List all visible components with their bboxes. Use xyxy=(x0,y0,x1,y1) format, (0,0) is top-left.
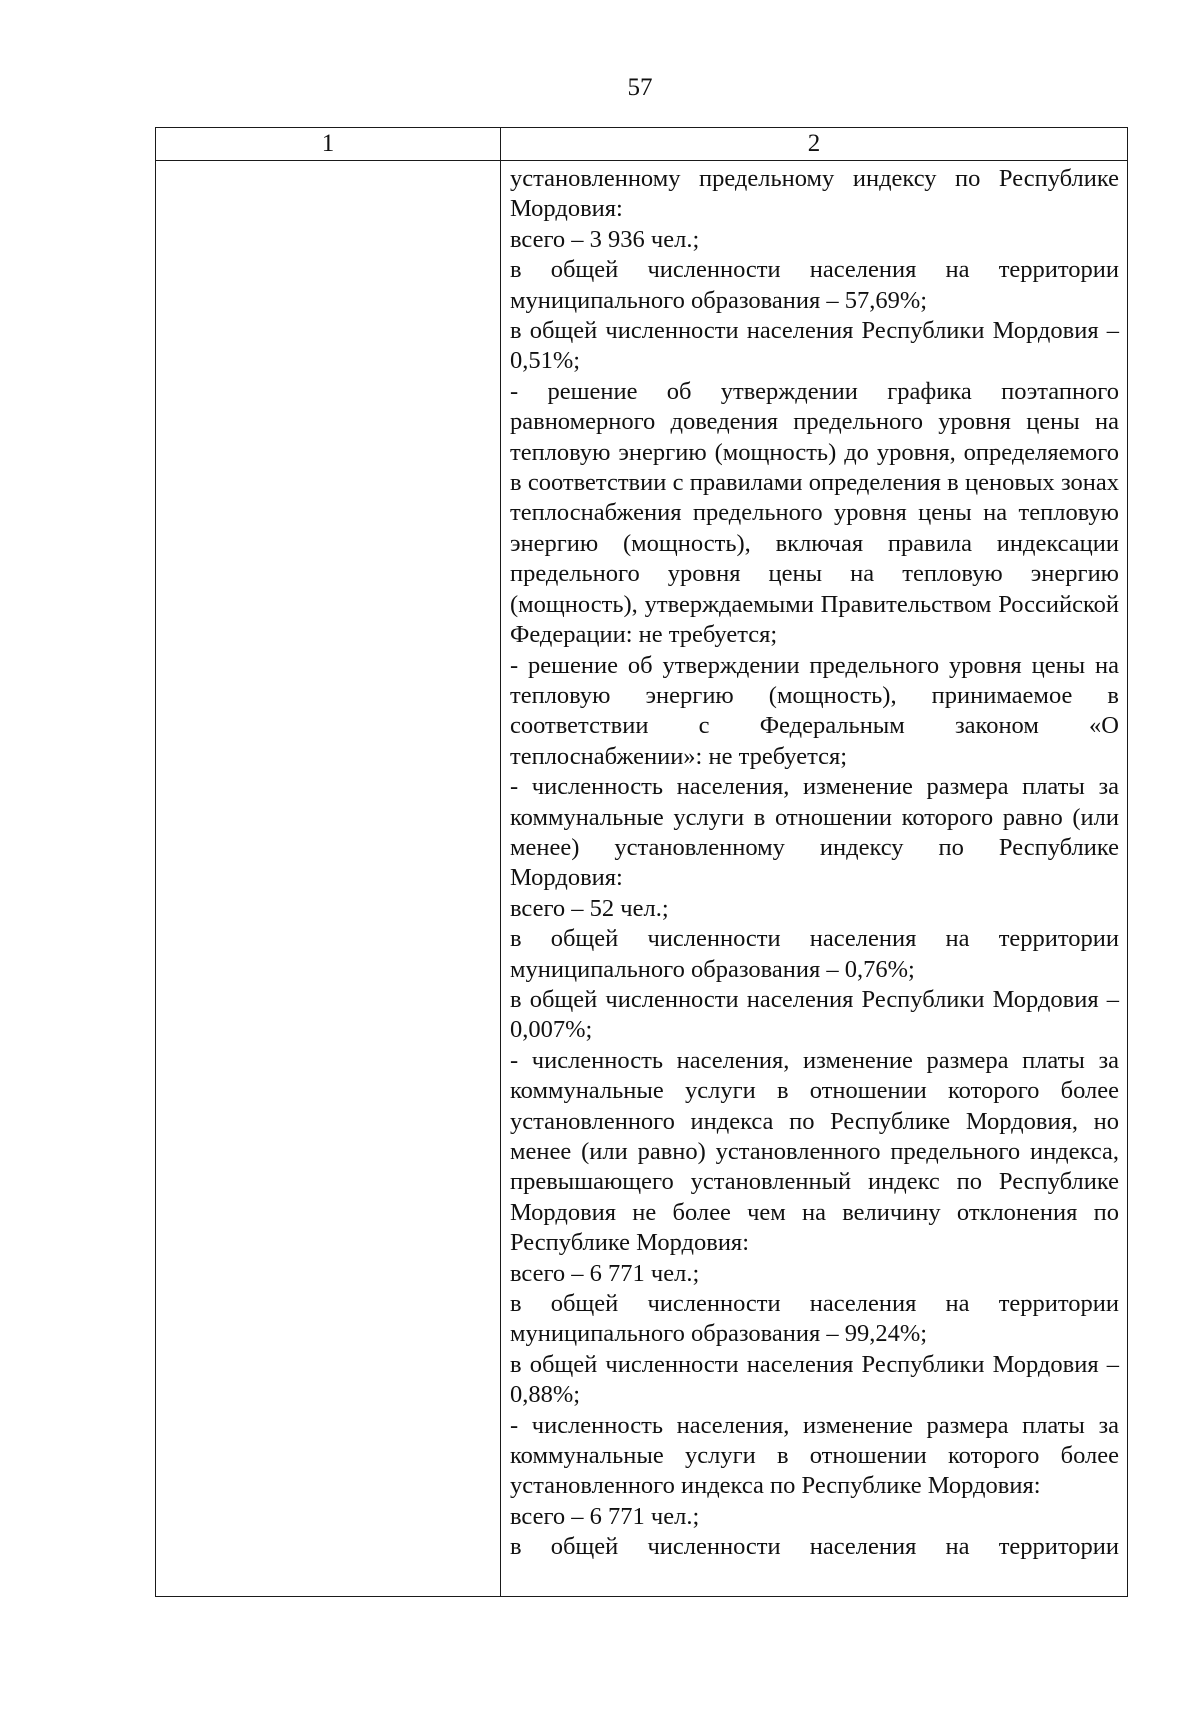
table-row xyxy=(156,161,1128,1597)
paragraph: - численность населения, изменение размера платы за коммунальные услуги в отношении которого более установленного индекса по Республике Мордовия, но менее (или равно) установленного предельного индекса, превышающего установленный индекс по Республике Мордовия не более чем на величину отклонения по Республике Мордовия: xyxy=(510,1046,1119,1257)
page-number: 57 xyxy=(627,74,653,101)
table-header-row xyxy=(156,128,1128,161)
column-header-1: 1 xyxy=(156,128,501,161)
cell-content xyxy=(501,161,1127,1563)
paragraph: - решение об утверждении графика поэтапного равномерного доведения предельного уровня цены на тепловую энергию (мощность) до уровня, определяемого в соответствии с правилами определения в ценовых зонах теплоснабжения предельного уровня цены на тепловую энергию (мощность), включая правила индексации предельного уровня цены на тепловую энергию (мощность), утверждаемыми Правительством Российской Федерации: не требуется; xyxy=(510,377,1119,649)
paragraph: в общей численности населения на территории муниципального образования – 57,69%; xyxy=(510,256,1119,314)
paragraph: в общей численности населения Республики Мордовия – 0,88%; xyxy=(510,1350,1119,1409)
document-table xyxy=(155,127,1128,1597)
paragraph: в общей численности населения на территории муниципального образования – 99,24%; xyxy=(510,1290,1119,1348)
paragraph: в общей численности населения Республики Мордовия – 0,51%; xyxy=(510,317,1119,375)
paragraph: в общей численности населения на территории муниципального образования – 0,76%; xyxy=(510,925,1119,983)
paragraph: - численность населения, изменение размера платы за коммунальные услуги в отношении которого равно (или менее) установленному индексу по Республике Мордовия: xyxy=(510,773,1119,892)
paragraph: всего – 6 771 чел.; xyxy=(510,1259,700,1287)
paragraph: всего – 6 771 чел.; xyxy=(510,1502,700,1530)
paragraph: в общей численности населения Республики Мордовия – 0,007%; xyxy=(510,985,1119,1044)
paragraph: - решение об утверждении предельного уровня цены на тепловую энергию (мощность), принимаемое в соответствии с Федеральным законом «О теплоснабжении»: не требуется; xyxy=(510,651,1119,770)
paragraph: в общей численности населения на территории xyxy=(510,1533,1119,1561)
table-cell-col1 xyxy=(156,161,501,1597)
paragraph: - численность населения, изменение размера платы за коммунальные услуги в отношении которого более установленного индекса по Республике Мордовия: xyxy=(510,1411,1119,1500)
table-cell-col2 xyxy=(501,161,1128,1597)
paragraph: всего – 52 чел.; xyxy=(510,894,669,922)
column-header-2: 2 xyxy=(501,128,1128,161)
paragraph: всего – 3 936 чел.; xyxy=(510,225,700,253)
paragraph: установленному предельному индексу по Республике Мордовия: xyxy=(510,165,1119,223)
